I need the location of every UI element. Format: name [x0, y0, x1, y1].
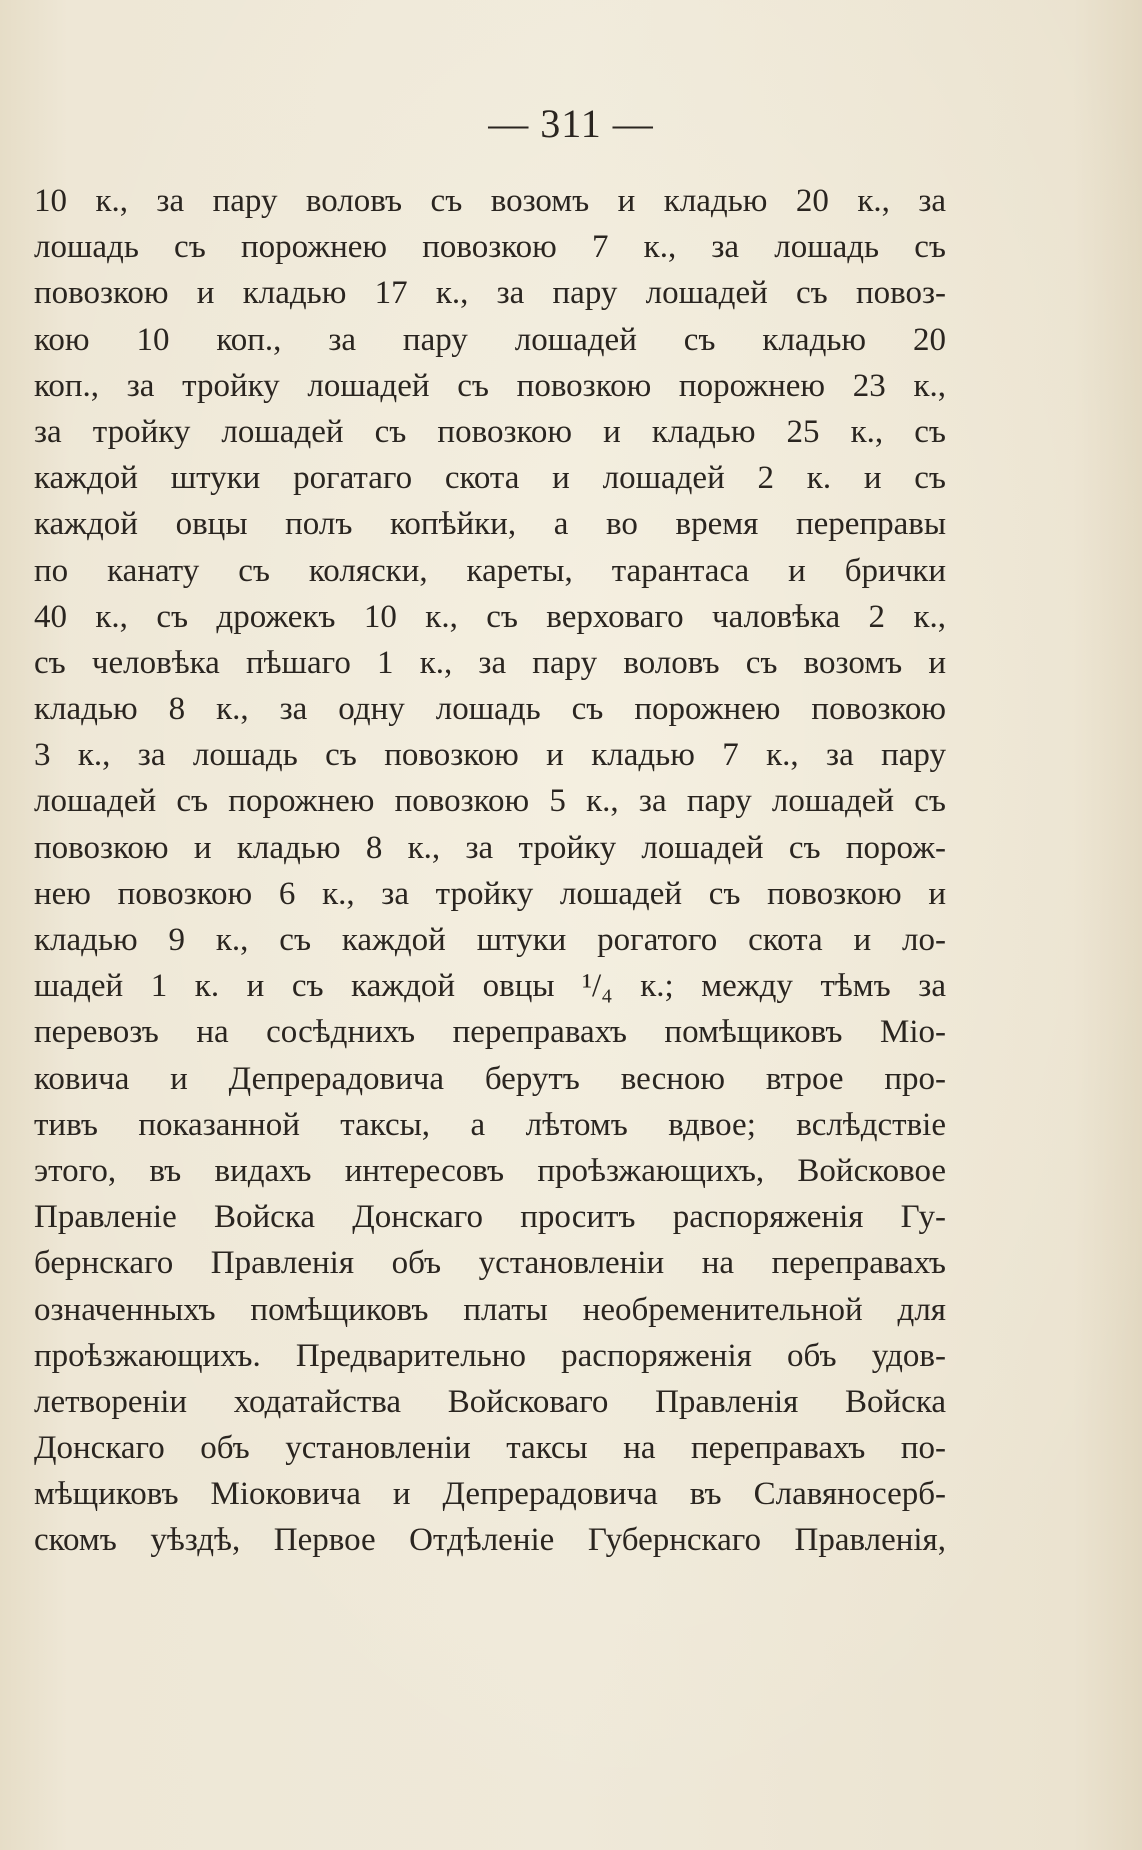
- text-line: лошадь съ порожнею повозкою 7 к., за лошадь съ: [34, 229, 946, 266]
- text-line: кладью 8 к., за одну лошадь съ порожнею повозкою: [34, 691, 946, 728]
- page-number: — 311 —: [488, 101, 654, 146]
- text-line: съ человѣка пѣшаго 1 к., за пару воловъ съ возомъ и: [34, 644, 946, 681]
- text-line: каждой штуки рогатаго скота и лошадей 2 к. и съ: [34, 460, 946, 497]
- text-line: 40 к., съ дрожекъ 10 к., съ верховаго чаловѣка 2 к.,: [34, 598, 946, 635]
- text-line: скомъ уѣздѣ, Первое Отдѣленіе Губернскаго Правленія,: [34, 1522, 946, 1559]
- text-line: повозкою и кладью 17 к., за пару лошадей съ повоз-: [34, 275, 946, 312]
- text-line: 10 к., за пару воловъ съ возомъ и кладью 20 к., за: [34, 183, 946, 219]
- text-line: каждой овцы полъ копѣйки, а во время переправы: [34, 506, 946, 543]
- text-line: тивъ показанной таксы, а лѣтомъ вдвое; вслѣдствіе: [34, 1106, 946, 1143]
- text-line: Правленіе Войска Донскаго проситъ распоряженія Гу-: [34, 1199, 946, 1236]
- body-text: [34, 178, 946, 1564]
- text-line: проѣзжающихъ. Предварительно распоряженія объ удов-: [34, 1337, 946, 1374]
- text-line: бернскаго Правленія объ установленіи на переправахъ: [34, 1245, 946, 1282]
- text-line: 3 к., за лошадь съ повозкою и кладью 7 к., за пару: [34, 737, 946, 774]
- text-line: означенныхъ помѣщиковъ платы необременительной для: [34, 1291, 946, 1328]
- text-line: мѣщиковъ Міоковича и Депрерадовича въ Славяносерб-: [34, 1476, 946, 1513]
- text-line: за тройку лошадей съ повозкою и кладью 25 к., съ: [34, 413, 946, 450]
- text-line: нею повозкою 6 к., за тройку лошадей съ повозкою и: [34, 875, 946, 912]
- text-line: этого, въ видахъ интересовъ проѣзжающихъ, Войсковое: [34, 1152, 946, 1189]
- text-line: повозкою и кладью 8 к., за тройку лошадей съ порож-: [34, 829, 946, 866]
- text-line: кою 10 коп., за пару лошадей съ кладью 20: [34, 321, 946, 358]
- text-line: летвореніи ходатайства Войсковаго Правленія Войска: [34, 1383, 946, 1420]
- text-line: ковича и Депрерадовича берутъ весною втрое про-: [34, 1060, 946, 1097]
- text-line: коп., за тройку лошадей съ повозкою порожнею 23 к.,: [34, 367, 946, 404]
- text-line: лошадей съ порожнею повозкою 5 к., за пару лошадей съ: [34, 783, 946, 820]
- text-line: шадей 1 к. и съ каждой овцы ¹/₄ к.; между тѣмъ за: [34, 968, 946, 1005]
- text-line: по канату съ коляски, кареты, тарантаса и брички: [34, 552, 946, 589]
- text-line: Донскаго объ установленіи таксы на переправахъ по-: [34, 1430, 946, 1467]
- text-line: кладью 9 к., съ каждой штуки рогатого скота и ло-: [34, 922, 946, 958]
- text-line: перевозъ на сосѣднихъ переправахъ помѣщиковъ Міо-: [34, 1014, 946, 1051]
